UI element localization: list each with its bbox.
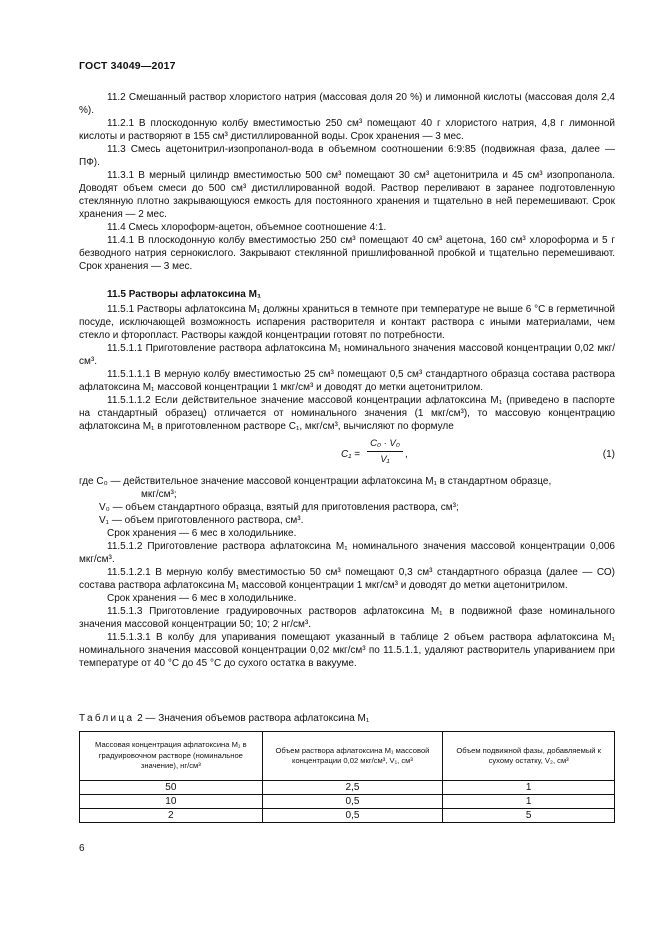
table-header-cell: Массовая концентрация афлатоксина M₁ в градуировочном растворе (номинальное значение), нг/см³ [80,732,263,781]
table-cell: 1 [443,781,615,795]
table-row [80,781,615,795]
where-v1: V₁ — объем приготовленного раствора, см³. [99,515,304,526]
table-cell: 2,5 [262,781,443,795]
paragraph-11-4-1: 11.4.1 В плоскодонную колбу вместимостью 250 см³ помещают 40 см³ ацетона, 160 см³ хлороформа и 5 г безводного натрия сернокислого. Закрывают стеклянной пришлифованной пробкой и тщательно перемешивают. Срок хранения — 3 мес. [79,235,615,272]
paragraph-11-5-1: 11.5.1 Растворы афлатоксина M₁ должны храниться в темноте при температуре не выше 6 °С в герметичной посуде, исключающей возможность испарения растворителя и контакт раствора с иными материалами, чем стекло и фторопласт. Растворы каждой концентрации готовят по потребности. [79,304,615,341]
paragraph-11-2-1: 11.2.1 В плоскодонную колбу вместимостью 250 см³ помещают 40 г хлористого натрия, 4,8 г лимонной кислоты и растворяют в 155 см³ дистиллированной воды. Срок хранения — 3 мес. [79,118,615,142]
storage-note-1: Срок хранения — 6 мес в холодильнике. [107,528,297,539]
document-body [79,91,615,670]
table-cell: 5 [443,809,615,823]
table-cell: 0,5 [262,795,443,809]
paragraph-11-2: 11.2 Смешанный раствор хлористого натрия (массовая доля 20 %) и лимонной кислоты (массовая доля 2,4 %). [79,92,615,116]
formula-comma: , [405,449,408,460]
formula-lhs: C₁ = [341,449,360,460]
table-caption-word: Таблица [79,713,135,724]
table-cell: 1 [443,795,615,809]
where-c0-unit: мкг/см³; [141,489,177,500]
where-v0: V₀ — объем стандартного образца, взятый для приготовления раствора, см³; [99,502,459,513]
formula-denominator: V₁ [380,454,390,465]
paragraph-11-5-1-3-1: 11.5.1.3.1 В колбу для упаривания помещают указанный в таблице 2 объем раствора афлатоксина M₁ номинального значения массовой концентрации 0,02 мкг/см³ по 11.5.1.1, удаляют растворитель упариванием при температуре от 40 °С до 45 °С до сухого остатка в вакууме. [79,632,615,669]
table-header-cell: Объем раствора афлатоксина M₁ массовой концентрации 0,02 мкг/см³, V₁, см³ [262,732,443,781]
paragraph-11-5-1-2-1: 11.5.1.2.1 В мерную колбу вместимостью 50 см³ помещают 0,3 см³ стандартного образца (далее — СО) состава раствора афлатоксина M₁ массовой концентрации 1 мкг/см³ и доводят до метки ацетонитрилом. [79,567,615,591]
table-cell: 0,5 [262,809,443,823]
paragraph-11-3-1: 11.3.1 В мерный цилиндр вместимостью 500 см³ помещают 30 см³ ацетонитрила и 45 см³ изопропанола. Доводят объем смеси до 500 см³ дистиллированной водой. Раствор переливают в заранее подготовленную стеклянную плотно закрывающуюся емкость для постоянного хранения и тщательно в ней перемешивают. Срок хранения — 2 мес. [79,170,615,220]
table-row [80,795,615,809]
table-header-row [80,732,615,781]
table-row [80,809,615,823]
formula-numerator: C₀ · V₀ [367,437,403,452]
formula-fraction [367,437,403,466]
section-heading-11-5: 11.5 Растворы афлатоксина M₁ [107,289,262,300]
formula-number: (1) [602,449,615,460]
table-caption-text: 2 — Значения объемов раствора афлатоксина M₁ [134,713,370,724]
paragraph-11-5-1-1-1: 11.5.1.1.1 В мерную колбу вместимостью 25 см³ помещают 0,5 см³ стандартного образца состава раствора афлатоксина M₁ массовой концентрации 1 мкг/см³ и доводят до метки ацетонитрилом. [79,369,615,393]
paragraph-11-5-1-2: 11.5.1.2 Приготовление раствора афлатоксина M₁ номинального значения массовой концентрации 0,006 мкг/см³. [79,541,615,565]
storage-note-2: Срок хранения — 6 мес в холодильнике. [107,593,297,604]
paragraph-11-5-1-1-2: 11.5.1.1.2 Если действительное значение массовой концентрации афлатоксина M₁ (приведено в паспорте на стандартный образец) отличается от номинального значения (1 мкг/см³), то массовую концентрацию афлатоксина M₁ в приготовленном растворе C₁, мкг/см³, вычисляют по формуле [79,395,615,432]
table-2 [79,731,615,823]
paragraph-11-5-1-3: 11.5.1.3 Приготовление градуировочных растворов афлатоксина M₁ в подвижной фазе номинального значения массовой концентрации 50; 10; 2 нг/см³. [79,606,615,630]
paragraph-11-3: 11.3 Смесь ацетонитрил-изопропанол-вода в объемном соотношении 6:9:85 (подвижная фаза, далее — ПФ). [79,144,615,168]
where-c0: где C₀ — действительное значение массовой концентрации афлатоксина M₁ в стандартном образце, [79,476,552,487]
paragraph-11-4: 11.4 Смесь хлороформ-ацетон, объемное соотношение 4:1. [107,222,387,233]
table-cell: 2 [80,809,263,823]
paragraph-11-5-1-1: 11.5.1.1 Приготовление раствора афлатоксина M₁ номинального значения массовой концентрации 0,02 мкг/см³. [79,343,615,367]
table-cell: 10 [80,795,263,809]
table-cell: 50 [80,781,263,795]
table-header-cell: Объем подвижной фазы, добавляемый к сухому остатку, V₂, см³ [443,732,615,781]
page-number: 6 [79,843,85,854]
document-header: ГОСТ 34049—2017 [79,60,176,72]
formula-1 [79,437,615,471]
table-caption [79,713,369,724]
